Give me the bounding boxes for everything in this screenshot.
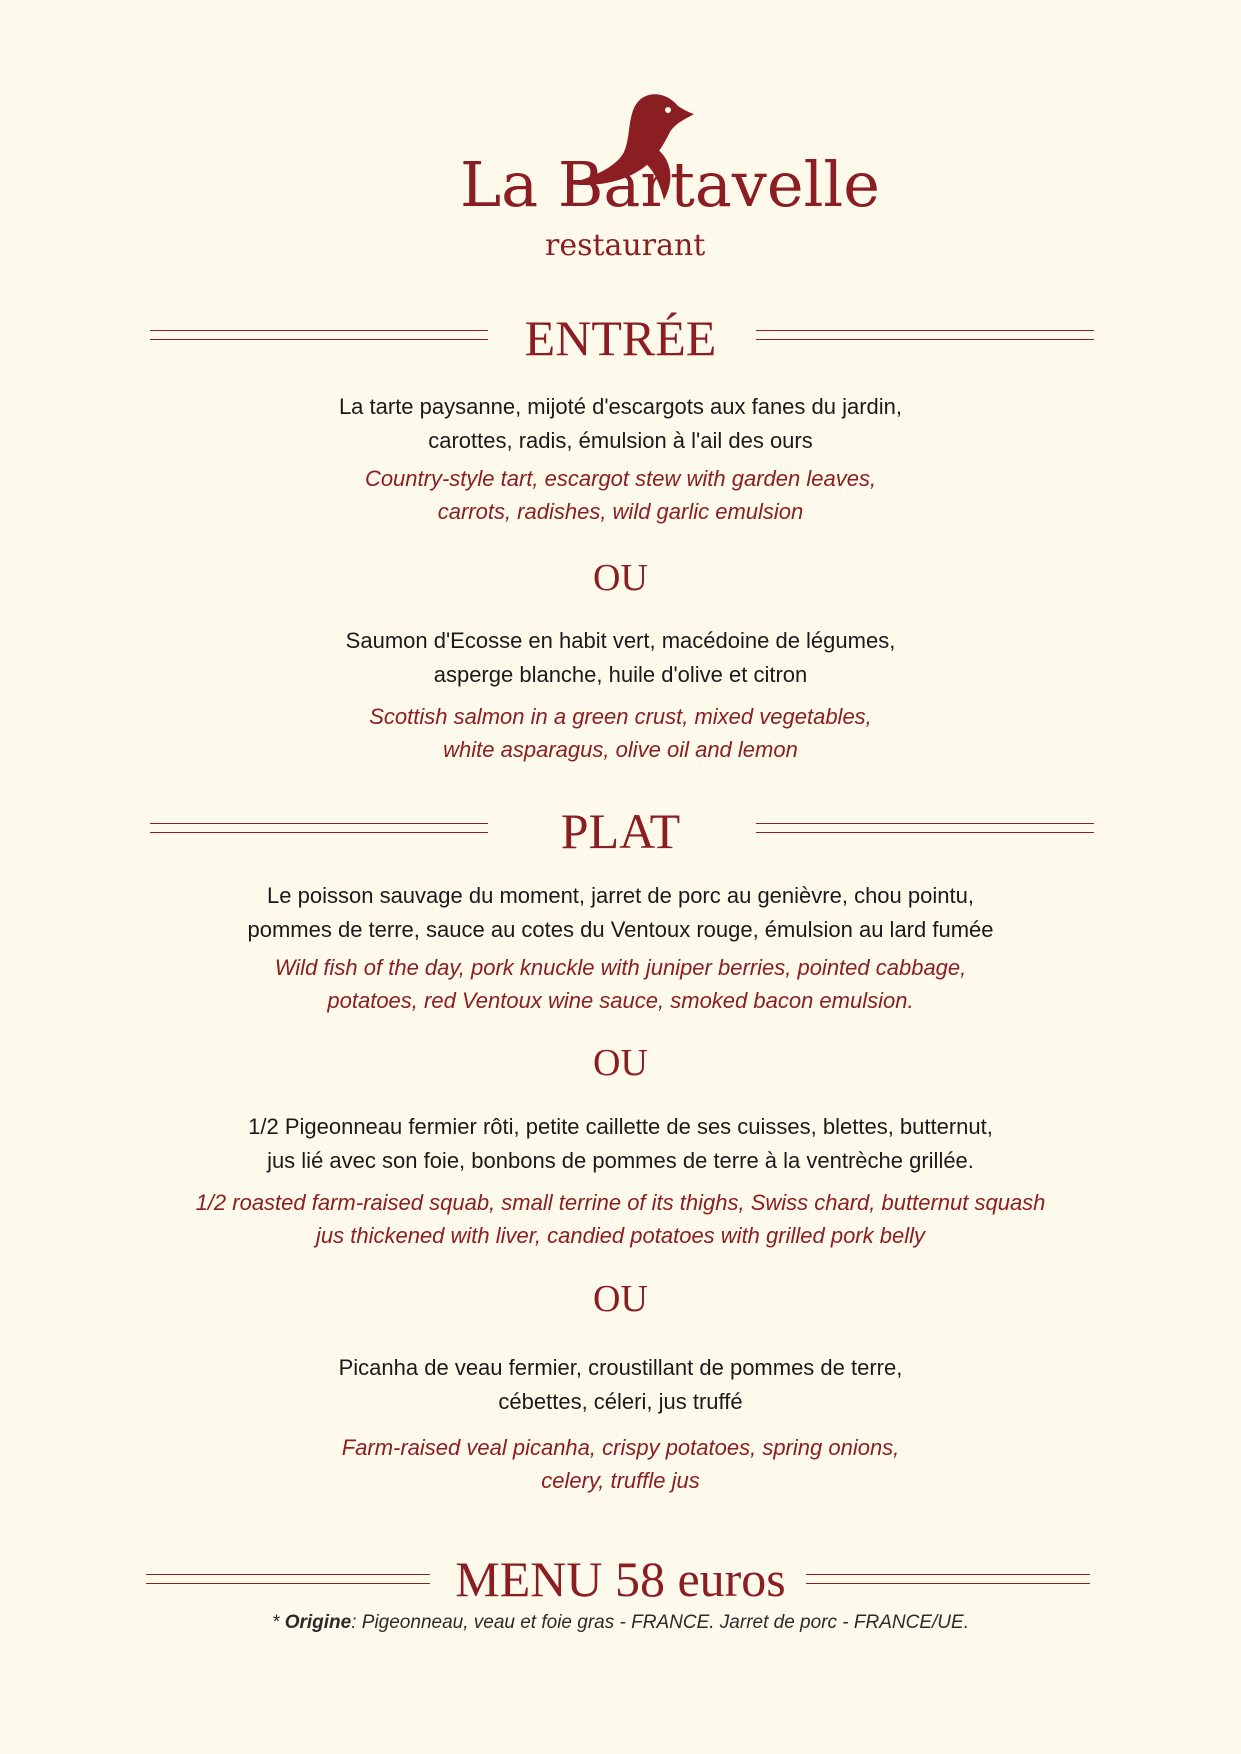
dish-english-line: potatoes, red Ventoux wine sauce, smoked bacon emulsion. (327, 988, 914, 1013)
dish-english-line: white asparagus, olive oil and lemon (443, 737, 798, 762)
dish-french-line: jus lié avec son foie, bonbons de pommes de terre à la ventrèche grillée. (267, 1148, 974, 1173)
entree-header (0, 305, 1241, 375)
dish-english-line: celery, truffle jus (541, 1468, 700, 1493)
dish-english-line: carrots, radishes, wild garlic emulsion (437, 499, 804, 524)
or-separator: OU (593, 557, 648, 599)
dish-english (0, 462, 1241, 528)
plat-header (0, 798, 1241, 868)
dish-french-line: Le poisson sauvage du moment, jarret de porc au genièvre, chou pointu, (267, 883, 974, 908)
or-separator: OU (593, 1278, 648, 1320)
dish-english (0, 1431, 1241, 1497)
dish-english-line: Scottish salmon in a green crust, mixed vegetables, (369, 704, 872, 729)
menu-price-header (0, 1548, 1241, 1618)
dish-french (0, 1351, 1241, 1419)
section-title-entree: ENTRÉE (524, 310, 717, 366)
dish-french-line: La tarte paysanne, mijoté d'escargots aux fanes du jardin, (338, 394, 903, 419)
dish-french-line: cébettes, céleri, jus truffé (498, 1389, 743, 1414)
dish-french-line: asperge blanche, huile d'olive et citron (433, 662, 808, 687)
dish-french-line: pommes de terre, sauce au cotes du Ventoux rouge, émulsion au lard fumée (247, 917, 994, 942)
dish-french (0, 390, 1241, 458)
dish-english (0, 700, 1241, 766)
menu-price-title: MENU 58 euros (455, 1551, 786, 1607)
dish-english-line: Farm-raised veal picanha, crispy potatoes, spring onions, (341, 1435, 900, 1460)
dish-english-line: Country-style tart, escargot stew with garden leaves, (364, 466, 877, 491)
dish-english (0, 951, 1241, 1017)
dish-french (0, 1110, 1241, 1178)
menu-item (0, 624, 1241, 766)
dish-french (0, 624, 1241, 692)
restaurant-subtitle: restaurant (545, 228, 706, 263)
restaurant-logo (440, 88, 880, 268)
dish-french-line: carottes, radis, émulsion à l'ail des ours (428, 428, 813, 453)
dish-french-line: Saumon d'Ecosse en habit vert, macédoine de légumes, (345, 628, 896, 653)
menu-item (0, 1110, 1241, 1252)
dish-english-line: 1/2 roasted farm-raised squab, small terrine of its thighs, Swiss chard, butternut squash (195, 1190, 1046, 1215)
restaurant-name: La Bartavelle (460, 148, 880, 221)
footnote-marker: * (272, 1612, 285, 1633)
dish-french (0, 879, 1241, 947)
dish-english-line: Wild fish of the day, pork knuckle with juniper berries, pointed cabbage, (274, 955, 967, 980)
dish-french-line: 1/2 Pigeonneau fermier rôti, petite caillette de ses cuisses, blettes, butternut, (248, 1114, 993, 1139)
dish-english (0, 1186, 1241, 1252)
or-separator: OU (593, 1042, 648, 1084)
section-title-plat: PLAT (560, 803, 681, 859)
menu-item (0, 1351, 1241, 1497)
origin-label: Origine (284, 1612, 352, 1633)
dish-english-line: jus thickened with liver, candied potatoes with grilled pork belly (316, 1223, 925, 1248)
origin-text: : Pigeonneau, veau et foie gras - FRANCE. Jarret de porc - FRANCE/UE. (351, 1612, 969, 1633)
menu-item (0, 879, 1241, 1017)
origin-footnote (0, 1612, 1241, 1634)
dish-french-line: Picanha de veau fermier, croustillant de pommes de terre, (338, 1355, 903, 1380)
menu-item (0, 390, 1241, 528)
